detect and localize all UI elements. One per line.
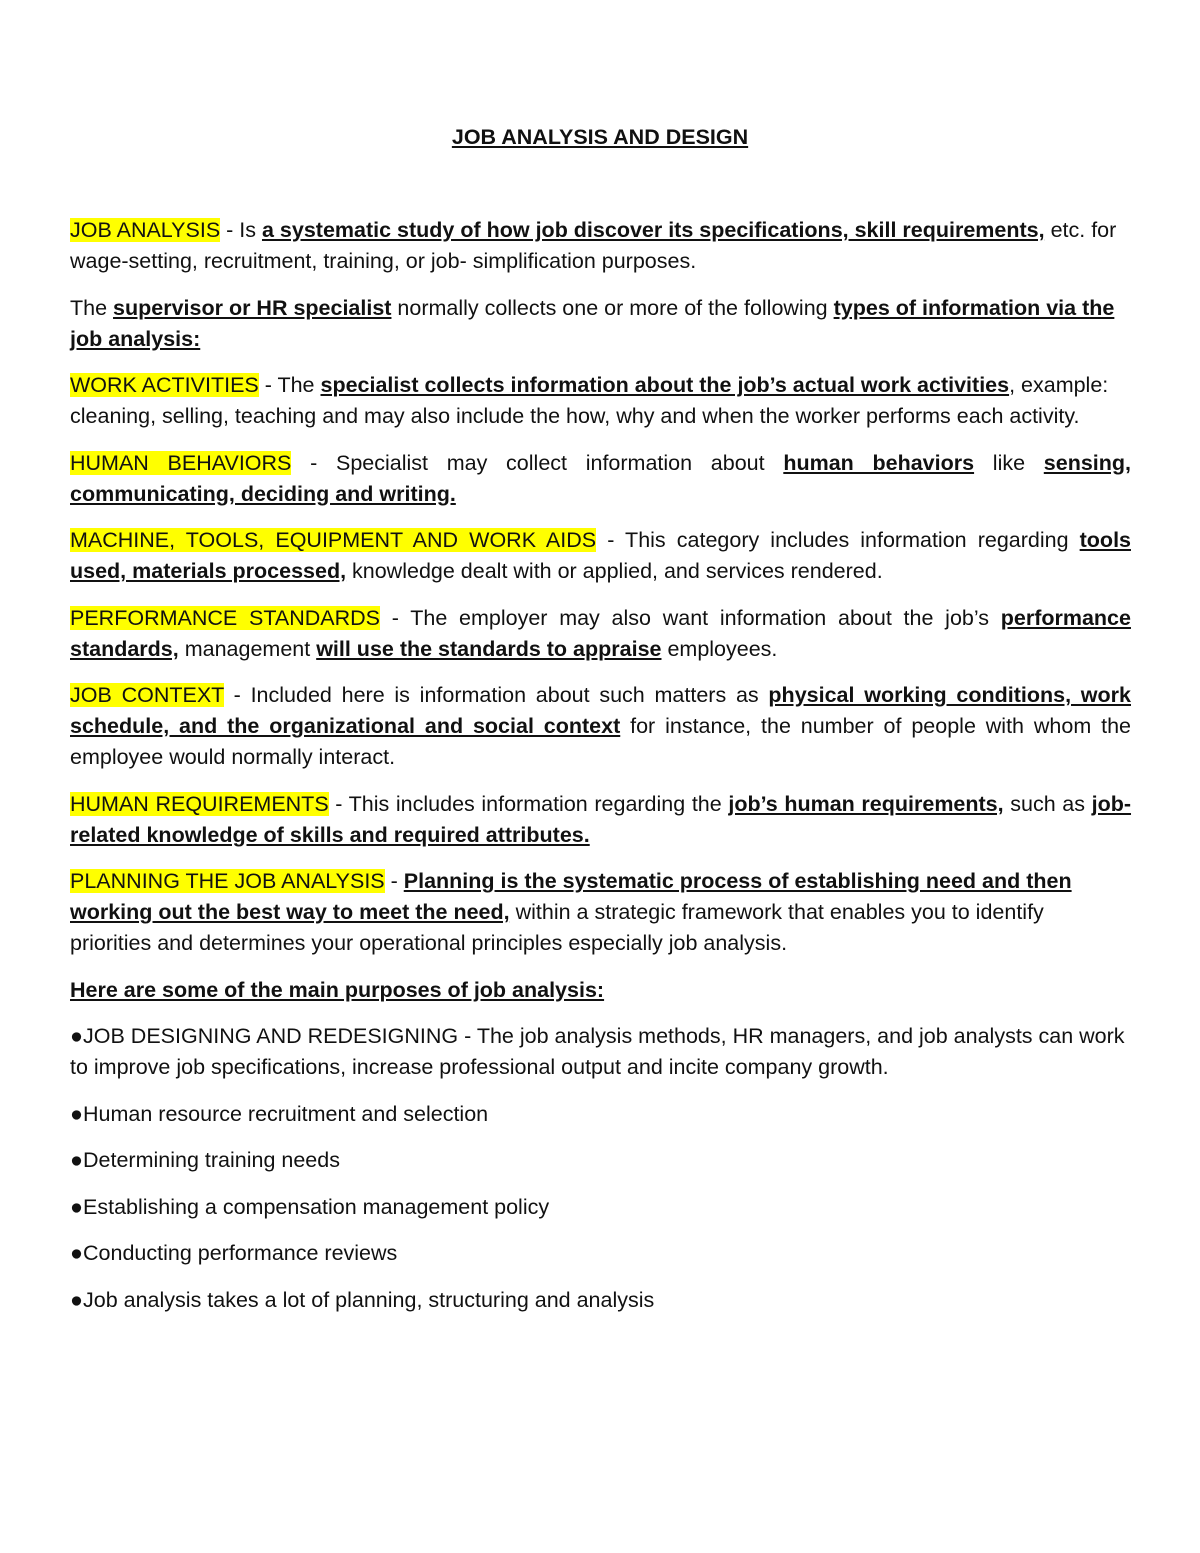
term-human-requirements: HUMAN REQUIREMENTS [70, 791, 329, 816]
term-performance-standards: PERFORMANCE STANDARDS [70, 605, 380, 630]
text-run: knowledge dealt with or applied, and services rendered. [346, 559, 883, 583]
purposes-heading [70, 975, 1131, 1006]
text-run: - The employer may also want information about the job’s [379, 605, 1001, 630]
emphasis-text: tools used, materials processed, [70, 528, 1131, 583]
list-item-text: Human resource recruitment and selection [83, 1101, 489, 1126]
bullet-icon: ● [70, 1148, 83, 1172]
paragraph-work-activities [70, 370, 1131, 432]
list-item-text: Establishing a compensation management policy [83, 1194, 550, 1219]
text-run: - Is [220, 218, 262, 242]
paragraph-job-analysis [70, 215, 1131, 277]
emphasis-text: performance standards, [70, 605, 1131, 661]
page-title: JOB ANALYSIS AND DESIGN [451, 125, 749, 149]
text-run: - The [258, 373, 321, 397]
document-body [70, 215, 1131, 1331]
purposes-heading-text: Here are some of the main purposes of job analysis: [70, 977, 605, 1002]
paragraph-human-requirements [70, 789, 1131, 851]
term-job-context: JOB CONTEXT [70, 683, 224, 707]
list-item [70, 1145, 1131, 1176]
bullet-icon: ● [70, 1194, 83, 1219]
text-run: - This includes information regarding the [328, 791, 729, 816]
text-run: etc. for wage-setting, recruitment, training, or job- simplification purposes. [70, 218, 1117, 273]
text-run: normally collects one or more of the following [391, 295, 834, 320]
emphasis-text: physical working conditions, work schedule, and the organizational and social context [70, 683, 1131, 738]
purposes-list [70, 1021, 1131, 1316]
list-item [70, 1192, 1131, 1223]
term-planning: PLANNING THE JOB ANALYSIS [70, 869, 385, 893]
emphasis-text: sensing, communicating, deciding and writing. [70, 450, 1131, 506]
paragraph-planning [70, 866, 1131, 959]
emphasis-text: will use the standards to appraise [316, 636, 662, 661]
text-run: - [384, 869, 404, 893]
paragraph-machine-tools [70, 525, 1131, 587]
text-run: within a strategic framework that enables you to identify priorities and determines your operational principles especially job analysis. [70, 900, 1044, 955]
bullet-icon: ● [70, 1024, 83, 1048]
text-run: The [70, 295, 114, 320]
emphasis-text: supervisor or HR specialist [113, 295, 392, 320]
emphasis-text: Planning is the systematic process of establishing need and then working out the best way to meet the need, [70, 869, 1072, 924]
text-run: employees. [661, 636, 778, 661]
paragraph-job-context [70, 680, 1131, 773]
list-item [70, 1238, 1131, 1269]
term-human-behaviors: HUMAN BEHAVIORS [70, 450, 292, 475]
emphasis-text: human behaviors [783, 450, 975, 475]
list-item-text: JOB DESIGNING AND REDESIGNING - The job analysis methods, HR managers, and job analysts can work to improve job specifications, increase professional output and incite company growth. [70, 1024, 1125, 1079]
paragraph-performance-standards [70, 603, 1131, 665]
list-item-text: Conducting performance reviews [83, 1241, 398, 1265]
list-item [70, 1099, 1131, 1130]
term-work-activities: WORK ACTIVITIES [70, 373, 259, 397]
emphasis-text: a systematic study of how job discover its specifications, skill requirements, [261, 218, 1045, 242]
text-run: for instance, the number of people with whom the employee would normally interact. [70, 714, 1131, 769]
paragraph-human-behaviors [70, 448, 1131, 510]
emphasis-text: job’s human requirements, [728, 791, 1004, 816]
term-machine-tools: MACHINE, TOOLS, EQUIPMENT AND WORK AIDS [70, 528, 597, 552]
text-run: - Specialist may collect information about [291, 450, 784, 475]
text-run: management [178, 636, 317, 661]
paragraph-intro [70, 293, 1131, 355]
bullet-icon: ● [70, 1287, 83, 1312]
term-job-analysis: JOB ANALYSIS [70, 218, 221, 242]
bullet-icon: ● [70, 1101, 83, 1126]
list-item-text: Determining training needs [83, 1148, 340, 1172]
emphasis-text: types of information via the job analysis: [70, 295, 1115, 351]
list-item [70, 1285, 1131, 1316]
emphasis-text: specialist collects information about the job’s actual work activities [320, 373, 1010, 397]
list-item [70, 1021, 1131, 1083]
text-run: , example: cleaning, selling, teaching and may also include the how, why and when the worker performs each activity. [70, 373, 1109, 428]
bullet-icon: ● [70, 1241, 83, 1265]
text-run: like [974, 450, 1044, 475]
text-run: - This category includes information regarding [596, 528, 1080, 552]
list-item-text: Job analysis takes a lot of planning, structuring and analysis [83, 1287, 655, 1312]
text-run: such as [1003, 791, 1092, 816]
emphasis-text: job-related knowledge of skills and required attributes. [70, 791, 1132, 847]
text-run: - Included here is information about such matters as [223, 683, 769, 707]
